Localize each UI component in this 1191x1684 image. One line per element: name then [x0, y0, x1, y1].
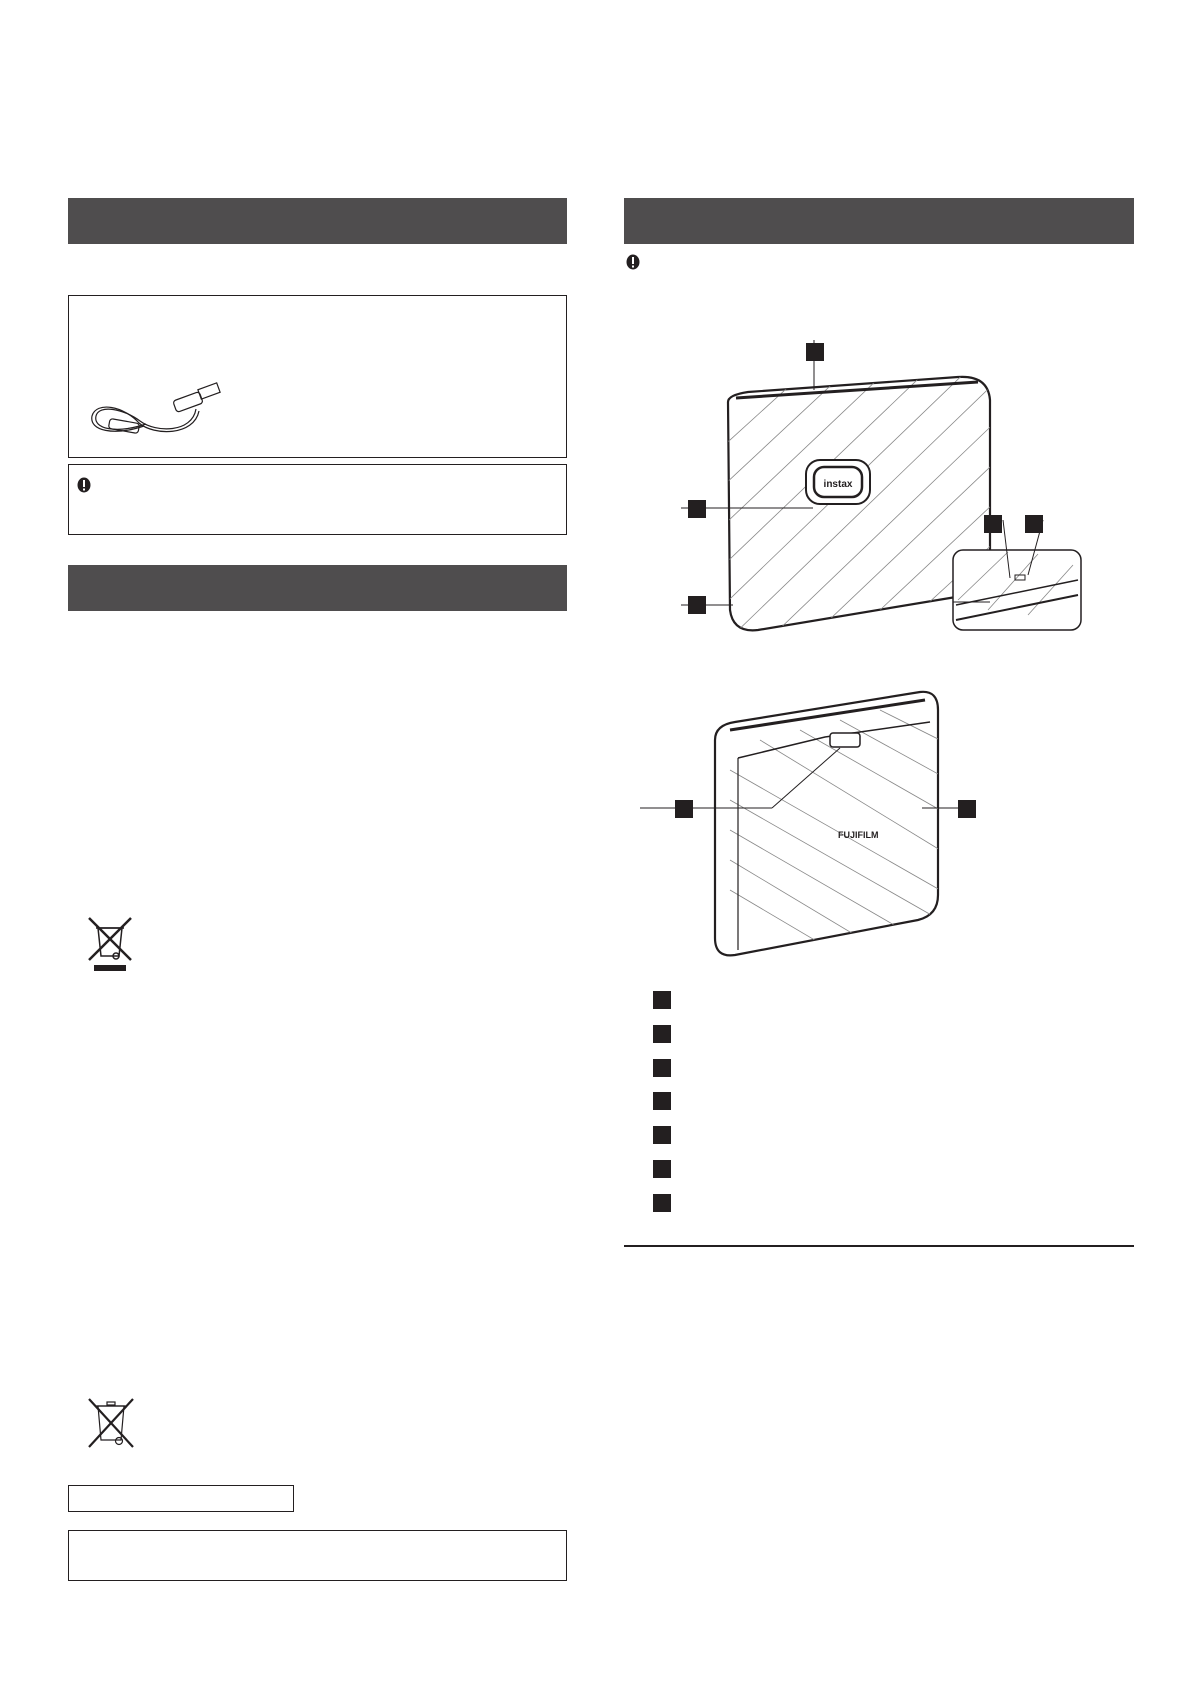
- parts-list-number: [653, 1194, 671, 1212]
- callout-number: [1025, 515, 1043, 533]
- callout-number: [688, 500, 706, 518]
- parts-list-number: [653, 991, 671, 1009]
- section-header-disposal: [68, 565, 567, 611]
- accessory-box: [68, 295, 567, 458]
- instax-logo: instax: [823, 479, 853, 490]
- crossed-bin-icon: [88, 1398, 134, 1448]
- printer-back-illustration: [660, 680, 980, 960]
- usb-cable-illustration: [84, 381, 224, 441]
- parts-list-number: [653, 1092, 671, 1110]
- section-header-contents: [68, 198, 567, 244]
- exclamation-icon: [626, 254, 640, 270]
- callout-number: [984, 515, 1002, 533]
- note-box: [68, 464, 567, 535]
- parts-list-number: [653, 1059, 671, 1077]
- section-header-parts: [624, 198, 1134, 244]
- parts-list-number: [653, 1126, 671, 1144]
- printer-front-illustration: [688, 340, 1088, 640]
- callout-number: [675, 800, 693, 818]
- bottom-info-box: [68, 1530, 567, 1581]
- crossed-bin-with-bar-icon: [86, 916, 134, 972]
- fujifilm-logo: FUJIFILM: [838, 830, 879, 840]
- callout-number: [806, 343, 824, 361]
- small-label-box: [68, 1485, 294, 1512]
- divider-line: [624, 1245, 1134, 1247]
- section-intro: [68, 255, 567, 275]
- callout-number: [688, 596, 706, 614]
- parts-list-number: [653, 1025, 671, 1043]
- exclamation-icon: [77, 477, 91, 493]
- parts-list-number: [653, 1160, 671, 1178]
- callout-number: [958, 800, 976, 818]
